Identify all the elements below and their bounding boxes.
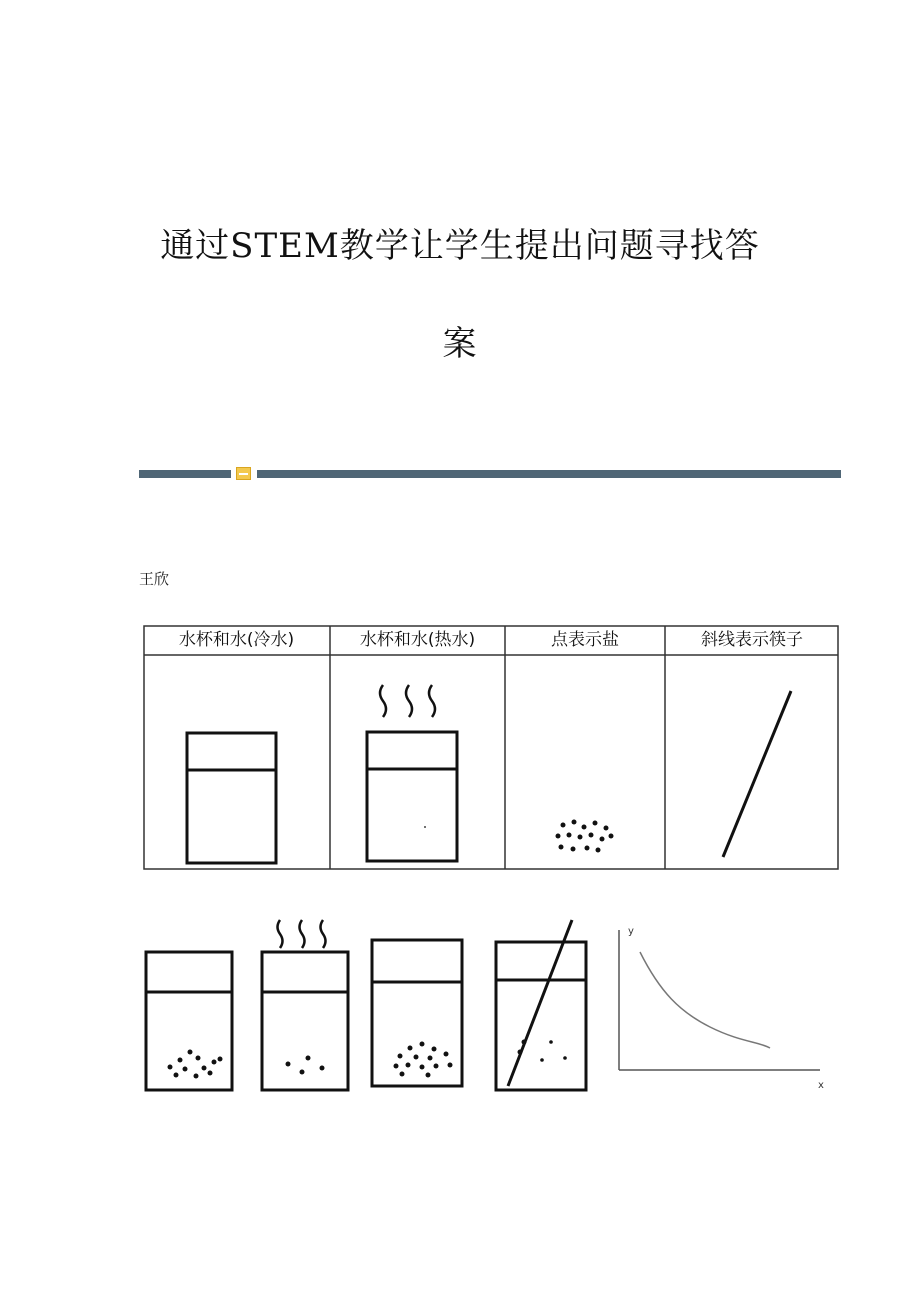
experiment-drawings [140, 912, 845, 1102]
graph-x-label: x [818, 1080, 824, 1091]
steam-line-3 [429, 685, 435, 717]
cup-with-chopstick [496, 920, 586, 1090]
experiment-drawings-figure [140, 912, 845, 1102]
cup-many-salt [372, 940, 462, 1086]
header-chopstick-line: 斜线表示筷子 [701, 630, 803, 650]
hot-water-cup-illustration [367, 685, 457, 861]
symbol-legend-drawing [143, 625, 839, 870]
salt-dots-illustration [556, 820, 614, 853]
cold-water-cup-illustration [187, 733, 276, 863]
dissolution-curve-graph [619, 926, 824, 1091]
header-salt-dots: 点表示盐 [551, 630, 619, 650]
graph-curve [640, 952, 770, 1048]
divider-bar-right [257, 470, 841, 478]
symbol-legend-table [143, 625, 839, 870]
steam-line-1 [380, 685, 386, 717]
header-hot-water: 水杯和水(热水) [359, 630, 476, 650]
cup-cold-with-salt [146, 952, 232, 1090]
graph-y-label: y [628, 926, 634, 937]
divider-bar-left [139, 470, 231, 478]
title-line-1: 通过STEM教学让学生提出问题寻找答 [160, 226, 760, 266]
cup-hot-with-salt [262, 920, 348, 1090]
chopstick-line-illustration [723, 691, 791, 857]
steam-line-2 [406, 685, 412, 717]
author-name: 王欣 [139, 570, 170, 588]
title-line-2: 案 [442, 324, 478, 364]
envelope-icon [236, 467, 251, 480]
header-cold-water: 水杯和水(冷水) [178, 630, 295, 650]
